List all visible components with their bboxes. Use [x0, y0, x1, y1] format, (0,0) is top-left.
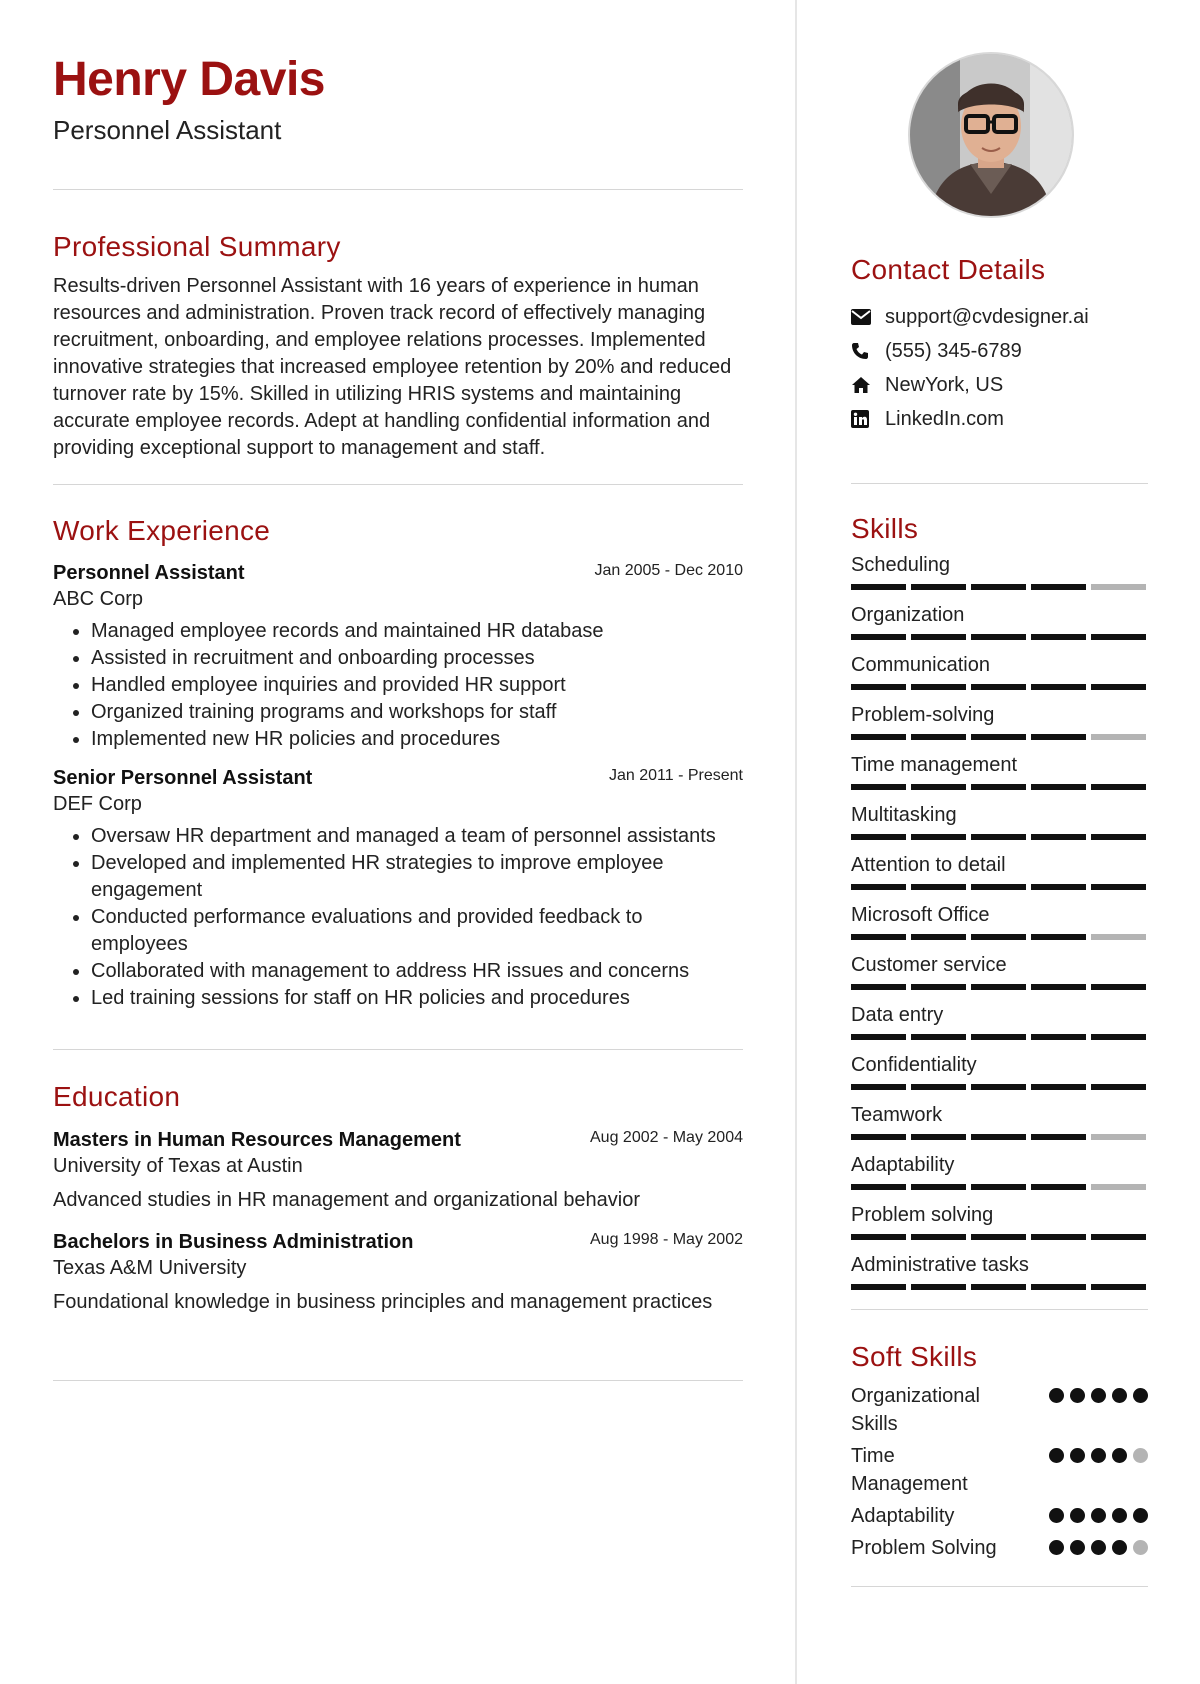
skill-level-bar: [851, 1134, 1148, 1140]
soft-skills-list: [851, 1382, 1148, 1562]
skill-item: [851, 652, 1148, 702]
skill-level-segment: [971, 684, 1026, 690]
soft-skill-item: [851, 1442, 1148, 1498]
skill-level-segment: [971, 1284, 1026, 1290]
soft-skill-item: [851, 1382, 1148, 1438]
skill-level-bar: [851, 684, 1148, 690]
skill-level-bar: [851, 1234, 1148, 1240]
skill-item: [851, 1252, 1148, 1302]
skill-level-segment: [1031, 1184, 1086, 1190]
education-entry: [53, 1229, 743, 1316]
education-dates: Aug 2002 - May 2004: [590, 1129, 743, 1146]
rating-dot: [1133, 1388, 1148, 1403]
skill-item: [851, 1152, 1148, 1202]
soft-skill-rating: [1049, 1508, 1148, 1523]
degree-title: Bachelors in Business Administration: [53, 1231, 414, 1253]
rating-dot: [1070, 1508, 1085, 1523]
skill-level-segment: [911, 934, 966, 940]
divider: [53, 189, 743, 190]
rating-dot: [1091, 1448, 1106, 1463]
skill-name: Problem-solving: [851, 704, 995, 726]
skill-name: Data entry: [851, 1004, 944, 1026]
job-entry: [53, 765, 743, 1012]
skill-level-segment: [1031, 1084, 1086, 1090]
education-description: Advanced studies in HR management and organizational behavior: [53, 1189, 641, 1211]
skill-level-segment: [1091, 984, 1146, 990]
rating-dot: [1091, 1540, 1106, 1555]
contact-linkedin[interactable]: [851, 402, 1148, 436]
skill-level-segment: [1091, 884, 1146, 890]
skill-name: Microsoft Office: [851, 904, 990, 926]
job-title: Personnel Assistant: [53, 562, 245, 584]
job-title: Senior Personnel Assistant: [53, 767, 313, 789]
skill-level-segment: [851, 784, 906, 790]
skill-item: [851, 902, 1148, 952]
skill-level-segment: [911, 784, 966, 790]
rating-dot: [1070, 1540, 1085, 1555]
rating-dot: [1133, 1448, 1148, 1463]
skill-level-bar: [851, 1284, 1148, 1290]
column-divider: [795, 0, 797, 1684]
divider: [851, 483, 1148, 484]
skill-item: [851, 952, 1148, 1002]
rating-dot: [1070, 1388, 1085, 1403]
skill-level-bar: [851, 884, 1148, 890]
skill-level-segment: [971, 1234, 1026, 1240]
skill-level-segment: [1091, 834, 1146, 840]
contact-email[interactable]: [851, 300, 1148, 334]
skill-level-segment: [971, 934, 1026, 940]
job-bullet: • Organized training programs and workshops for staff: [91, 699, 743, 726]
skill-level-bar: [851, 634, 1148, 640]
contact-linkedin-text: LinkedIn.com: [885, 407, 1004, 430]
education-entry: [53, 1127, 743, 1214]
job-bullet: • Led training sessions for staff on HR policies and procedures: [91, 985, 743, 1012]
soft-skill-rating: [1049, 1540, 1148, 1555]
skill-item: [851, 702, 1148, 752]
skill-level-segment: [1091, 784, 1146, 790]
divider: [851, 1586, 1148, 1587]
skill-level-segment: [971, 1184, 1026, 1190]
skill-level-segment: [851, 1234, 906, 1240]
skill-level-bar: [851, 1084, 1148, 1090]
soft-skill-rating: [1049, 1388, 1148, 1403]
skill-level-segment: [911, 1234, 966, 1240]
skill-level-segment: [1091, 684, 1146, 690]
skill-level-segment: [971, 1134, 1026, 1140]
skill-level-segment: [971, 734, 1026, 740]
skill-level-segment: [1031, 1134, 1086, 1140]
skill-level-segment: [851, 984, 906, 990]
candidate-name: Henry Davis: [53, 53, 325, 106]
envelope-icon: [851, 309, 885, 325]
skill-level-segment: [911, 1284, 966, 1290]
skill-level-segment: [1031, 984, 1086, 990]
skill-level-bar: [851, 834, 1148, 840]
skill-item: [851, 552, 1148, 602]
skill-level-segment: [1031, 1034, 1086, 1040]
soft-skill-name: Adaptability: [851, 1505, 955, 1527]
skill-level-segment: [971, 1034, 1026, 1040]
skill-level-segment: [911, 1184, 966, 1190]
linkedin-icon: [851, 410, 885, 428]
skill-item: [851, 1002, 1148, 1052]
divider: [851, 1309, 1148, 1310]
skill-name: Customer service: [851, 954, 1007, 976]
education-heading: Education: [53, 1081, 181, 1112]
skill-level-segment: [1091, 1084, 1146, 1090]
school-name: Texas A&M University: [53, 1257, 247, 1279]
skill-item: [851, 1052, 1148, 1102]
summary-text: Results-driven Personnel Assistant with 16 years of experience in human resources and administration. Proven track record of effectively managing recruitment, onboarding, and employee relations processes. Implemented innovative strategies that increased employee retention by 20% and reduced turnover rate by 15%. Skilled in utilizing HRIS systems and maintaining accurate employee records. Adept at handling confidential information and providing exceptional support to management and staff.: [53, 275, 732, 459]
skill-level-bar: [851, 1184, 1148, 1190]
skill-level-segment: [911, 884, 966, 890]
skill-level-segment: [1091, 1134, 1146, 1140]
skill-level-segment: [1031, 634, 1086, 640]
soft-skill-name: Time Management: [851, 1445, 968, 1495]
skill-name: Organization: [851, 604, 965, 626]
candidate-title: Personnel Assistant: [53, 115, 282, 145]
experience-heading: Work Experience: [53, 515, 271, 546]
skill-item: [851, 1102, 1148, 1152]
rating-dot: [1091, 1388, 1106, 1403]
education-description: Foundational knowledge in business principles and management practices: [53, 1291, 713, 1313]
skill-level-segment: [971, 984, 1026, 990]
skill-item: [851, 802, 1148, 852]
skill-level-segment: [1031, 684, 1086, 690]
job-dates: Jan 2011 - Present: [608, 767, 743, 784]
skill-level-segment: [1091, 1184, 1146, 1190]
skill-level-segment: [851, 734, 906, 740]
skill-level-segment: [1031, 884, 1086, 890]
skill-level-segment: [851, 834, 906, 840]
contact-location: [851, 368, 1148, 402]
contact-list: [851, 300, 1148, 436]
soft-skill-item: [851, 1502, 1148, 1530]
soft-skill-rating: [1049, 1448, 1148, 1463]
skill-item: [851, 602, 1148, 652]
soft-skill-name: Problem Solving: [851, 1537, 997, 1559]
rating-dot: [1049, 1448, 1064, 1463]
main-column: [53, 50, 743, 1381]
rating-dot: [1049, 1540, 1064, 1555]
skill-name: Scheduling: [851, 554, 950, 576]
soft-skill-name: Organizational Skills: [851, 1385, 980, 1435]
skill-name: Confidentiality: [851, 1054, 977, 1076]
contact-heading: Contact Details: [851, 254, 1046, 285]
skill-level-segment: [911, 734, 966, 740]
skill-name: Problem solving: [851, 1204, 994, 1226]
skill-item: [851, 1202, 1148, 1252]
skill-level-segment: [971, 784, 1026, 790]
home-icon: [851, 376, 885, 394]
skill-level-segment: [911, 984, 966, 990]
contact-phone[interactable]: [851, 334, 1148, 368]
skill-level-segment: [1031, 584, 1086, 590]
skill-level-bar: [851, 1034, 1148, 1040]
rating-dot: [1133, 1540, 1148, 1555]
rating-dot: [1049, 1388, 1064, 1403]
skill-level-segment: [911, 684, 966, 690]
skill-level-segment: [911, 584, 966, 590]
job-bullet: • Implemented new HR policies and procedures: [91, 726, 743, 753]
skill-level-segment: [971, 1084, 1026, 1090]
skill-level-segment: [1031, 934, 1086, 940]
divider: [53, 484, 743, 485]
rating-dot: [1049, 1508, 1064, 1523]
skill-level-segment: [1091, 1034, 1146, 1040]
skill-level-bar: [851, 584, 1148, 590]
divider: [53, 1049, 743, 1050]
skill-name: Multitasking: [851, 804, 957, 826]
rating-dot: [1112, 1448, 1127, 1463]
rating-dot: [1133, 1508, 1148, 1523]
skill-level-segment: [1091, 634, 1146, 640]
skill-level-segment: [911, 1084, 966, 1090]
skill-name: Teamwork: [851, 1104, 943, 1126]
skill-level-segment: [851, 1034, 906, 1040]
skill-level-segment: [971, 634, 1026, 640]
job-bullet: • Conducted performance evaluations and provided feedback to employees: [91, 904, 743, 958]
skill-level-bar: [851, 984, 1148, 990]
skill-level-segment: [1091, 1234, 1146, 1240]
sidebar: [851, 50, 1148, 1587]
soft-skills-heading: Soft Skills: [851, 1341, 978, 1372]
skills-heading: Skills: [851, 513, 919, 544]
skill-level-segment: [851, 1184, 906, 1190]
skill-name: Time management: [851, 754, 1017, 776]
job-bullet: • Oversaw HR department and managed a team of personnel assistants: [91, 823, 743, 850]
skill-level-segment: [1091, 584, 1146, 590]
skill-level-segment: [911, 834, 966, 840]
skill-level-segment: [1031, 1234, 1086, 1240]
rating-dot: [1091, 1508, 1106, 1523]
skill-level-segment: [911, 634, 966, 640]
skill-level-segment: [851, 1284, 906, 1290]
skill-level-segment: [971, 584, 1026, 590]
skill-level-segment: [851, 1084, 906, 1090]
degree-title: Masters in Human Resources Management: [53, 1129, 461, 1151]
contact-location-text: NewYork, US: [885, 373, 1004, 396]
rating-dot: [1070, 1448, 1085, 1463]
job-bullet: • Handled employee inquiries and provided HR support: [91, 672, 743, 699]
job-bullet: • Managed employee records and maintained HR database: [91, 618, 743, 645]
skill-level-segment: [1091, 1284, 1146, 1290]
skill-level-segment: [971, 834, 1026, 840]
job-company: ABC Corp: [53, 588, 144, 610]
skill-item: [851, 752, 1148, 802]
skill-level-bar: [851, 934, 1148, 940]
job-bullet: • Collaborated with management to address HR issues and concerns: [91, 958, 743, 985]
skill-level-segment: [851, 634, 906, 640]
skill-level-bar: [851, 784, 1148, 790]
skill-name: Attention to detail: [851, 854, 1006, 876]
skill-name: Administrative tasks: [851, 1254, 1029, 1276]
skill-name: Communication: [851, 654, 990, 676]
contact-email-text: support@cvdesigner.ai: [885, 305, 1089, 328]
summary-heading: Professional Summary: [53, 231, 341, 262]
divider: [53, 1380, 743, 1381]
job-company: DEF Corp: [53, 793, 142, 815]
skill-level-segment: [851, 584, 906, 590]
rating-dot: [1112, 1388, 1127, 1403]
skills-list: [851, 552, 1148, 1302]
skill-level-bar: [851, 734, 1148, 740]
skill-level-segment: [911, 1134, 966, 1140]
education-dates: Aug 1998 - May 2002: [590, 1231, 743, 1248]
job-bullets: [53, 618, 743, 753]
skill-level-segment: [1031, 1284, 1086, 1290]
job-entry: [53, 560, 743, 753]
skill-level-segment: [1031, 834, 1086, 840]
skill-item: [851, 852, 1148, 902]
contact-phone-text: (555) 345-6789: [885, 339, 1022, 362]
rating-dot: [1112, 1540, 1127, 1555]
school-name: University of Texas at Austin: [53, 1155, 303, 1177]
skill-name: Adaptability: [851, 1154, 955, 1176]
job-bullets: [53, 823, 743, 1012]
soft-skill-item: [851, 1534, 1148, 1562]
phone-icon: [851, 342, 885, 360]
job-bullet: • Assisted in recruitment and onboarding processes: [91, 645, 743, 672]
skill-level-segment: [1091, 734, 1146, 740]
skill-level-segment: [911, 1034, 966, 1040]
job-dates: Jan 2005 - Dec 2010: [594, 562, 743, 579]
skill-level-segment: [851, 934, 906, 940]
skill-level-segment: [1031, 784, 1086, 790]
skill-level-segment: [1091, 934, 1146, 940]
skill-level-segment: [851, 684, 906, 690]
skill-level-segment: [971, 884, 1026, 890]
job-bullet: • Developed and implemented HR strategies to improve employee engagement: [91, 850, 743, 904]
skill-level-segment: [1031, 734, 1086, 740]
rating-dot: [1112, 1508, 1127, 1523]
skill-level-segment: [851, 1134, 906, 1140]
skill-level-segment: [851, 884, 906, 890]
